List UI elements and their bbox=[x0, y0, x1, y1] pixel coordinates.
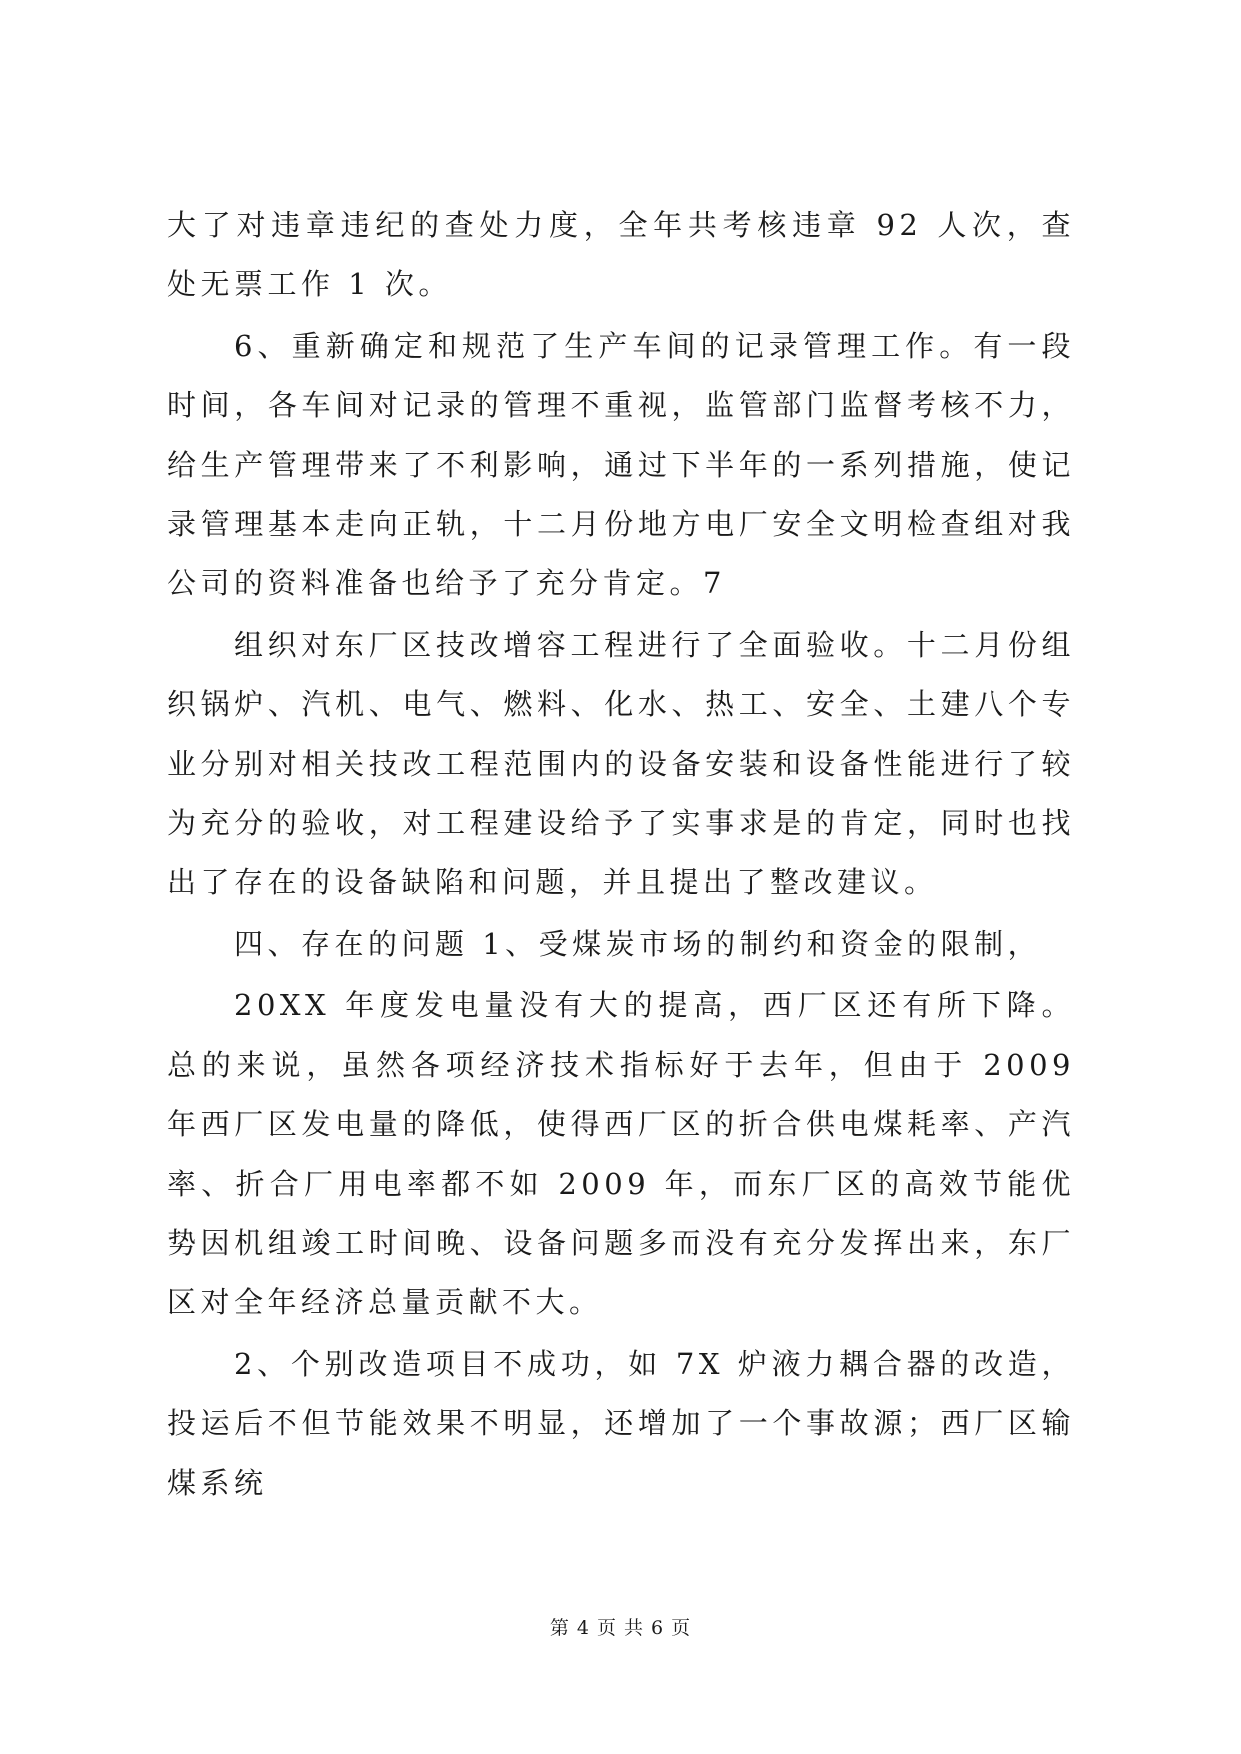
paragraph-3: 组织对东厂区技改增容工程进行了全面验收。十二月份组织锅炉、汽机、电气、燃料、化水、热工、安全、土建八个专业分别对相关技改工程范围内的设备安装和设备性能进行了较为充分的验收，对工程建设给予了实事求是的肯定，同时也找出了存在的设备缺陷和问题，并且提出了整改建议。 bbox=[167, 627, 1075, 900]
paragraph-1: 大了对违章违纪的查处力度，全年共考核违章 92 人次，查处无票工作 1 次。 bbox=[167, 208, 1075, 302]
paragraph-4: 四、存在的问题 1、受煤炭市场的制约和资金的限制， bbox=[234, 926, 1042, 961]
paragraph-6: 2、个别改造项目不成功，如 7X 炉液力耦合器的改造，投运后不但节能效果不明显，还增加了一个事故源；西厂区输煤系统 bbox=[167, 1346, 1075, 1500]
page-number-footer: 第 4 页 共 6 页 bbox=[549, 1617, 692, 1639]
document-body bbox=[167, 196, 1075, 1513]
paragraph-5: 20XX 年度发电量没有大的提高，西厂区还有所下降。总的来说，虽然各项经济技术指标好于去年，但由于 2009 年西厂区发电量的降低，使得西厂区的折合供电煤耗率、产汽率、折合厂用电率都不如 2009 年，而东厂区的高效节能优势因机组竣工时间晚、设备问题多而没有充分发挥出来，东厂区对全年经济总量贡献不大。 bbox=[167, 988, 1075, 1320]
paragraph-2: 6、重新确定和规范了生产车间的记录管理工作。有一段时间，各车间对记录的管理不重视，监管部门监督考核不力，给生产管理带来了不利影响，通过下半年的一系列措施，使记录管理基本走向正轨，十二月份地方电厂安全文明检查组对我公司的资料准备也给予了充分肯定。7 bbox=[167, 328, 1075, 601]
